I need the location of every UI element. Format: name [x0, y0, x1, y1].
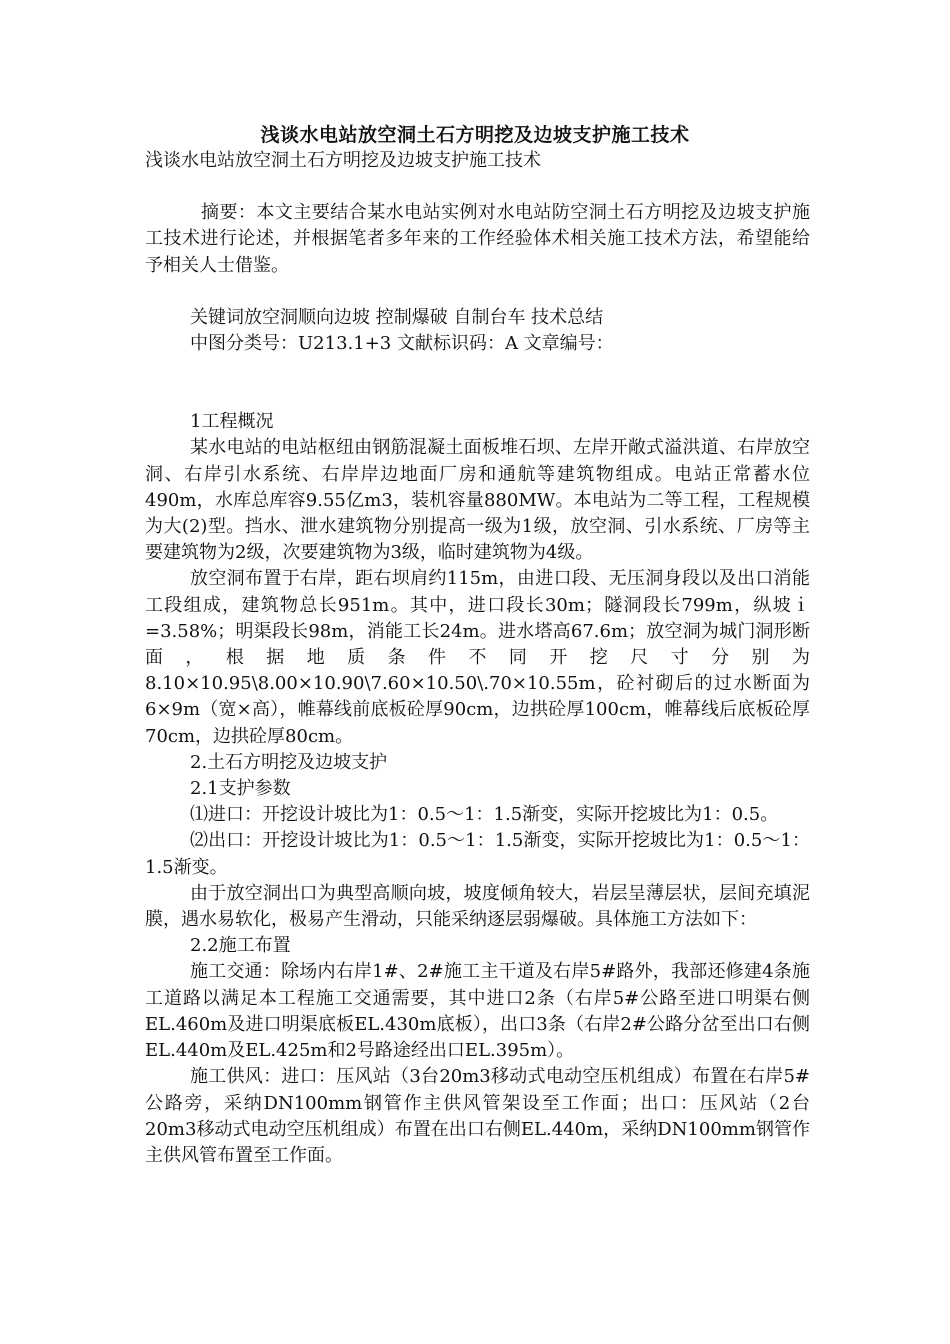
spacer: [145, 279, 810, 305]
document-subtitle: 浅谈水电站放空洞土石方明挖及边坡支护施工技术: [145, 150, 541, 171]
classification-line: 中图分类号：U213.1+3 文献标识码：A 文章编号：: [190, 333, 614, 355]
body-paragraph: 放空洞布置于右岸，距右坝肩约115m，由进口段、无压洞身段以及出口消能工段组成，建筑物总长951m。其中，进口段长30m；隧洞段长799m，纵坡ｉ=3.58%；明渠段长98m，消能工长24m。进水塔高67.6m；放空洞为城门洞形断面，根据地质条件不同开挖尺寸分别为8.10×10.95\8.00×10.90\7.60×10.50\.70×10.55m，砼衬砌后的过水断面为6×9m（宽×高），帷幕线前底板砼厚90cm，边拱砼厚100cm，帷幕线后底板砼厚70cm，边拱砼厚80cm。: [145, 568, 810, 747]
body-paragraph: ⑴进口：开挖设计坡比为1：0.5～1：1.5渐变，实际开挖坡比为1：0.5。: [190, 804, 779, 826]
body-paragraph: 由于放空洞出口为典型高顺向坡，坡度倾角较大，岩层呈薄层状，层间充填泥膜，遇水易软化，极易产生滑动，只能采纳逐层弱爆破。具体施工方法如下：: [145, 882, 810, 931]
document-title: 浅谈水电站放空洞土石方明挖及边坡支护施工技术: [260, 124, 690, 146]
keywords-line: 关键词放空洞顺向边坡 控制爆破 自制台车 技术总结: [190, 306, 604, 328]
abstract-paragraph: 摘要：本文主要结合某水电站实例对水电站防空洞土石方明挖及边坡支护施工技术进行论述，并根据笔者多年来的工作经验体术相关施工技术方法，希望能给予相关人士借鉴。: [145, 202, 810, 276]
body-paragraph: 施工供风：进口：压风站（3台20m3移动式电动空压机组成）布置在右岸5#公路旁，采纳DN100mm钢管作主供风管架设至工作面；出口：压风站（2台20m3移动式电动空压机组成）布置在出口右侧EL.440m，采纳DN100mm钢管作主供风管布置至工作面。: [145, 1066, 810, 1166]
section-heading: 2.土石方明挖及边坡支护: [190, 751, 388, 773]
document-body: [145, 148, 810, 1169]
subsection-heading: 2.1支护参数: [190, 778, 291, 800]
subsection-heading: 2.2施工布置: [190, 935, 291, 957]
spacer: [145, 174, 810, 200]
body-paragraph: ⑵出口：开挖设计坡比为1：0.5～1：1.5渐变，实际开挖坡比为1：0.5～1：1.5渐变。: [145, 830, 810, 878]
body-paragraph: 施工交通：除场内右岸1#、2#施工主干道及右岸5#路外，我部还修建4条施工道路以满足本工程施工交通需要，其中进口2条（右岸5#公路至进口明渠右侧EL.460m及进口明渠底板EL.430m底板），出口3条（右岸2#公路分岔至出口右侧EL.440m及EL.425m和2号路途经出口EL.395m）。: [145, 961, 810, 1062]
spacer: [145, 357, 810, 409]
body-paragraph: 某水电站的电站枢纽由钢筋混凝土面板堆石坝、左岸开敞式溢洪道、右岸放空洞、右岸引水系统、右岸岸边地面厂房和通航等建筑物组成。电站正常蓄水位490m，水库总库容9.55亿m3，装机容量880MW。本电站为二等工程，工程规模为大(2)型。挡水、泄水建筑物分别提高一级为1级，放空洞、引水系统、厂房等主要建筑物为2级，次要建筑物为3级，临时建筑物为4级。: [145, 437, 810, 564]
section-heading: 1工程概况: [190, 411, 274, 433]
